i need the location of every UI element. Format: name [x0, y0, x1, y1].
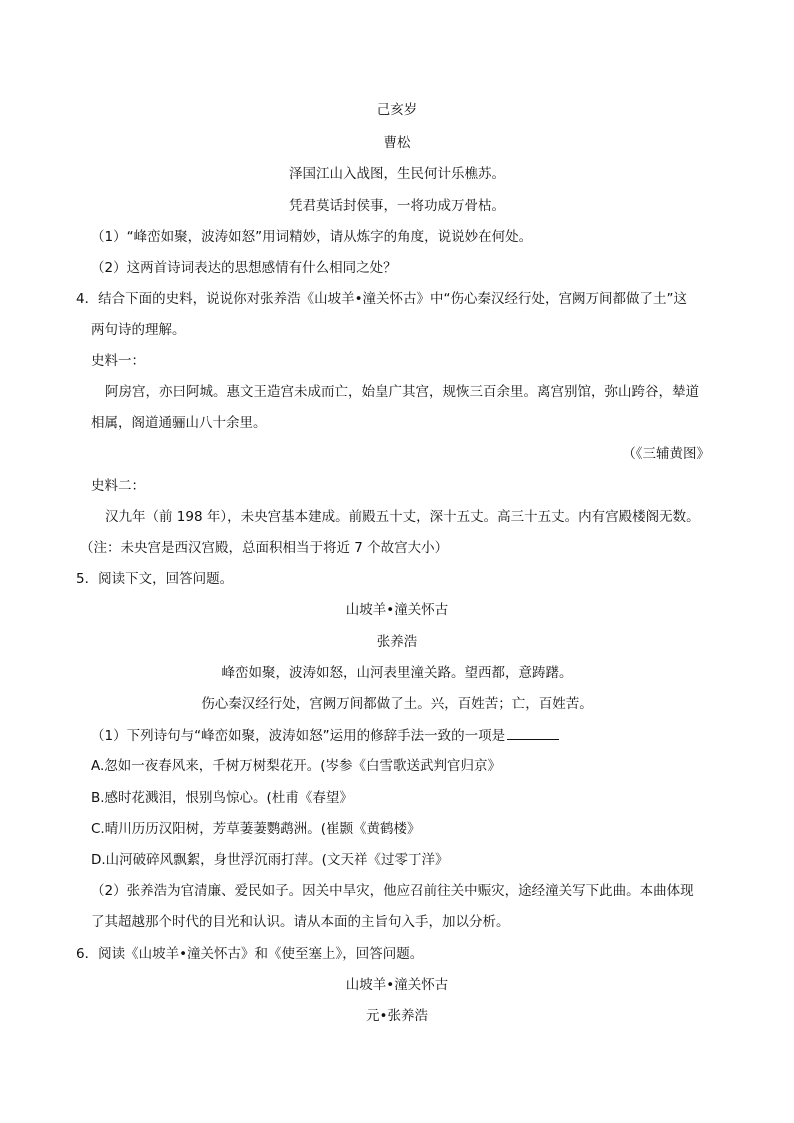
source-text: 阿房宫，亦曰阿城。惠文王造宫未成而亡，始皇广其宫，规恢三百余里。离宫别馆，弥山跨谷，辇道: [105, 384, 699, 400]
option-d: D.山河破碎风飘絮，身世浮沉雨打萍。(文天祥《过零丁洋》: [91, 852, 449, 868]
question-stem: 4．结合下面的史料，说说你对张养浩《山坡羊•潼关怀古》中“伤心秦汉经行处，宫阙万间都做了土”这: [76, 291, 688, 307]
source-text: 相属，阁道通骊山八十余里。: [91, 415, 267, 431]
poem-line: 伤心秦汉经行处，宫阙万间都做了土。兴，百姓苦；亡，百姓苦。: [201, 696, 593, 712]
question-stem: 5．阅读下文，回答问题。: [76, 571, 234, 587]
source-text: 汉九年（前 198 年），未央宫基本建成。前殿五十丈，深十五丈。高三十五丈。内有宫殿楼阁无数。: [105, 509, 700, 525]
answer-blank[interactable]: [507, 725, 559, 740]
poem-author: 张养浩: [376, 634, 418, 650]
option-a: A.忽如一夜春风来，千树万树梨花开。(岑参《白雪歌送武判官归京》: [91, 758, 502, 774]
question-stem: 6．阅读《山坡羊•潼关怀古》和《使至塞上》，回答问题。: [76, 946, 424, 962]
question-stem-continued: 两句诗的理解。: [91, 322, 186, 338]
poem-line: 凭君莫话封侯事，一将功成万骨枯。: [289, 198, 505, 214]
option-c: C.晴川历历汉阳树，芳草萋萋鹦鹉洲。(崔颢《黄鹤楼》: [91, 821, 421, 837]
sub-question-text: （1）下列诗句与“峰峦如聚，波涛如怒”运用的修辞手法一致的一项是: [91, 728, 506, 744]
poem-title: 己亥岁: [376, 102, 418, 118]
poem-author: 曹松: [383, 135, 411, 151]
source-label: 史料二：: [91, 478, 145, 494]
sub-question-continued: 了其超越那个时代的目光和认识。请从本面的主旨句入手，加以分析。: [91, 914, 510, 930]
poem-title: 山坡羊•潼关怀古: [345, 977, 449, 993]
source-citation: （《三辅黄图》: [622, 446, 710, 462]
poem-author: 元•张养浩: [366, 1008, 428, 1024]
sub-question: （2）张养浩为官清廉、爱民如子。因关中旱灾，他应召前往关中赈灾，途经潼关写下此曲。本曲体现: [91, 883, 694, 899]
option-b: B.感时花溅泪，恨别鸟惊心。(杜甫《春望》: [91, 790, 353, 806]
source-note: （注：未央宫是西汉宫殿，总面积相当于将近 7 个故宫大小）: [80, 540, 449, 556]
poem-title: 山坡羊•潼关怀古: [345, 602, 449, 618]
source-label: 史料一：: [91, 353, 145, 369]
sub-question: [91, 725, 559, 746]
sub-question: （2）这两首诗词表达的思想感情有什么相同之处？: [91, 260, 397, 276]
sub-question: （1）“峰峦如聚，波涛如怒”用词精妙，请从炼字的角度，说说妙在何处。: [91, 229, 533, 245]
poem-line: 泽国江山入战图，生民何计乐樵苏。: [289, 166, 505, 182]
poem-line: 峰峦如聚，波涛如怒，山河表里潼关路。望西都，意踌躇。: [221, 665, 573, 681]
